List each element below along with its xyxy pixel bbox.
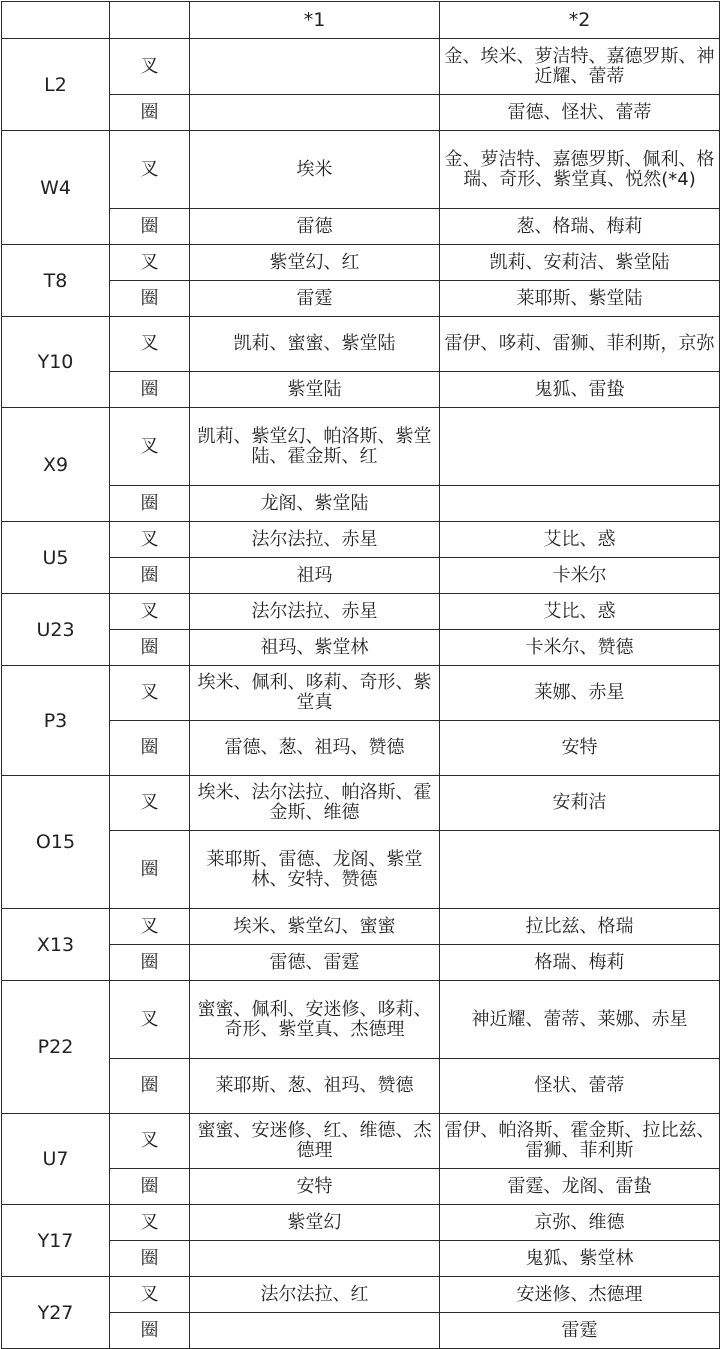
col2-cell[interactable]: 莱娜、赤星	[440, 666, 720, 721]
col2-cell[interactable]	[440, 408, 720, 486]
table-row	[2, 981, 720, 1059]
col1-cell[interactable]: 埃米、法尔法拉、帕洛斯、霍金斯、维德	[190, 776, 440, 831]
col1-cell[interactable]: 祖玛	[190, 558, 440, 594]
mark-cell[interactable]: 圈	[110, 831, 190, 909]
col2-cell[interactable]: 安莉洁	[440, 776, 720, 831]
mark-cell[interactable]: 叉	[110, 909, 190, 945]
mark-cell[interactable]: 圈	[110, 721, 190, 776]
mark-cell[interactable]: 叉	[110, 245, 190, 281]
col1-cell[interactable]: 紫堂陆	[190, 372, 440, 408]
col1-cell[interactable]: 紫堂幻	[190, 1205, 440, 1241]
table-row	[2, 1169, 720, 1205]
col1-cell[interactable]: 凯莉、蜜蜜、紫堂陆	[190, 317, 440, 372]
col2-cell[interactable]: 雷霆、龙阁、雷蛰	[440, 1169, 720, 1205]
mark-cell[interactable]: 叉	[110, 1205, 190, 1241]
col2-cell[interactable]: 雷德、怪状、蕾蒂	[440, 95, 720, 131]
header-row	[2, 2, 720, 39]
mark-cell[interactable]: 叉	[110, 317, 190, 372]
col1-cell[interactable]: 安特	[190, 1169, 440, 1205]
mark-cell[interactable]: 叉	[110, 131, 190, 209]
mark-cell[interactable]: 圈	[110, 1169, 190, 1205]
col1-cell[interactable]: 蜜蜜、佩利、安迷修、哆莉、奇形、紫堂真、杰德理	[190, 981, 440, 1059]
row-code-cell[interactable]: X13	[2, 909, 110, 981]
col1-cell[interactable]: 法尔法拉、红	[190, 1277, 440, 1313]
col2-cell[interactable]: 安特	[440, 721, 720, 776]
col2-cell[interactable]: 雷伊、哆莉、雷狮、菲利斯，京弥	[440, 317, 720, 372]
row-code-cell[interactable]: U23	[2, 594, 110, 666]
col2-cell[interactable]: 金、萝洁特、嘉德罗斯、佩利、格瑞、奇形、紫堂真、悦然(*4)	[440, 131, 720, 209]
table-row	[2, 522, 720, 558]
col2-cell[interactable]: 艾比、惑	[440, 594, 720, 630]
table-row	[2, 776, 720, 831]
mark-cell[interactable]: 叉	[110, 594, 190, 630]
table-row	[2, 945, 720, 981]
mark-cell[interactable]: 圈	[110, 1313, 190, 1349]
col1-cell[interactable]: 凯莉、紫堂幻、帕洛斯、紫堂陆、霍金斯、红	[190, 408, 440, 486]
col1-cell[interactable]: 雷德、葱、祖玛、赞德	[190, 721, 440, 776]
table-row	[2, 666, 720, 721]
col1-cell[interactable]: 埃米	[190, 131, 440, 209]
col2-cell[interactable]: 怪状、蕾蒂	[440, 1059, 720, 1114]
col1-cell[interactable]: 雷德、雷霆	[190, 945, 440, 981]
mark-cell[interactable]: 叉	[110, 522, 190, 558]
table-row	[2, 1277, 720, 1313]
table-row	[2, 558, 720, 594]
col1-cell[interactable]	[190, 39, 440, 95]
col2-cell[interactable]: 雷霆	[440, 1313, 720, 1349]
mark-cell[interactable]: 圈	[110, 630, 190, 666]
col1-cell[interactable]: 埃米、佩利、哆莉、奇形、紫堂真	[190, 666, 440, 721]
col2-cell[interactable]: 神近耀、蕾蒂、莱娜、赤星	[440, 981, 720, 1059]
col2-cell[interactable]	[440, 831, 720, 909]
col1-cell[interactable]: 雷霆	[190, 281, 440, 317]
table-row	[2, 1313, 720, 1349]
col2-cell[interactable]: 鬼狐、雷蛰	[440, 372, 720, 408]
mark-cell[interactable]: 圈	[110, 945, 190, 981]
data-table	[1, 1, 720, 1349]
col1-cell[interactable]: 法尔法拉、赤星	[190, 594, 440, 630]
col1-cell[interactable]: 莱耶斯、葱、祖玛、赞德	[190, 1059, 440, 1114]
col2-cell[interactable]	[440, 486, 720, 522]
mark-cell[interactable]: 叉	[110, 408, 190, 486]
col2-cell[interactable]: 拉比兹、格瑞	[440, 909, 720, 945]
row-code-cell[interactable]: U7	[2, 1114, 110, 1205]
mark-cell[interactable]: 圈	[110, 1241, 190, 1277]
table-row	[2, 1059, 720, 1114]
col1-cell[interactable]: 龙阁、紫堂陆	[190, 486, 440, 522]
row-code-cell[interactable]: Y27	[2, 1277, 110, 1349]
table-row	[2, 372, 720, 408]
col1-cell[interactable]: 祖玛、紫堂林	[190, 630, 440, 666]
col1-cell[interactable]: 紫堂幻、红	[190, 245, 440, 281]
row-code-cell[interactable]: P22	[2, 981, 110, 1114]
table-row	[2, 594, 720, 630]
row-code-cell[interactable]: L2	[2, 39, 110, 131]
mark-cell[interactable]: 圈	[110, 372, 190, 408]
table-row	[2, 209, 720, 245]
col1-cell[interactable]: 法尔法拉、赤星	[190, 522, 440, 558]
col1-cell[interactable]: 莱耶斯、雷德、龙阁、紫堂林、安特、赞德	[190, 831, 440, 909]
col2-cell[interactable]: 葱、格瑞、梅莉	[440, 209, 720, 245]
col2-cell[interactable]: 卡米尔	[440, 558, 720, 594]
col2-cell[interactable]: 凯莉、安莉洁、紫堂陆	[440, 245, 720, 281]
mark-cell[interactable]: 叉	[110, 981, 190, 1059]
table-row	[2, 245, 720, 281]
row-code-cell[interactable]: T8	[2, 245, 110, 317]
mark-cell[interactable]: 圈	[110, 95, 190, 131]
table-row	[2, 95, 720, 131]
col2-cell[interactable]: 卡米尔、赞德	[440, 630, 720, 666]
mark-cell[interactable]: 叉	[110, 666, 190, 721]
col2-cell[interactable]: 格瑞、梅莉	[440, 945, 720, 981]
row-code-cell[interactable]: Y17	[2, 1205, 110, 1277]
mark-cell[interactable]: 叉	[110, 1277, 190, 1313]
col2-cell[interactable]: 雷伊、帕洛斯、霍金斯、拉比兹、雷狮、菲利斯	[440, 1114, 720, 1169]
table-row	[2, 281, 720, 317]
col2-cell[interactable]: 安迷修、杰德理	[440, 1277, 720, 1313]
table-row	[2, 1114, 720, 1169]
col1-cell[interactable]	[190, 1241, 440, 1277]
col2-cell[interactable]: 鬼狐、紫堂林	[440, 1241, 720, 1277]
row-code-cell[interactable]: Y10	[2, 317, 110, 408]
table-row	[2, 909, 720, 945]
col1-cell[interactable]: 雷德	[190, 209, 440, 245]
mark-cell[interactable]: 圈	[110, 558, 190, 594]
header-cell-mark[interactable]	[110, 2, 190, 39]
table-row	[2, 1205, 720, 1241]
mark-cell[interactable]: 圈	[110, 209, 190, 245]
mark-cell[interactable]: 圈	[110, 281, 190, 317]
mark-cell[interactable]: 叉	[110, 39, 190, 95]
row-code-cell[interactable]: U5	[2, 522, 110, 594]
table-row	[2, 630, 720, 666]
col1-cell[interactable]	[190, 95, 440, 131]
col2-cell[interactable]: 莱耶斯、紫堂陆	[440, 281, 720, 317]
col1-cell[interactable]	[190, 1313, 440, 1349]
header-cell-code[interactable]	[2, 2, 110, 39]
row-code-cell[interactable]: P3	[2, 666, 110, 776]
col2-cell[interactable]: 金、埃米、萝洁特、嘉德罗斯、神近耀、蕾蒂	[440, 39, 720, 95]
mark-cell[interactable]: 叉	[110, 776, 190, 831]
table-row	[2, 486, 720, 522]
table-body	[2, 39, 720, 1349]
col1-cell[interactable]: 埃米、紫堂幻、蜜蜜	[190, 909, 440, 945]
table-row	[2, 131, 720, 209]
mark-cell[interactable]: 圈	[110, 1059, 190, 1114]
table-row	[2, 317, 720, 372]
table-row	[2, 831, 720, 909]
table-row	[2, 408, 720, 486]
col2-cell[interactable]: 艾比、惑	[440, 522, 720, 558]
mark-cell[interactable]: 圈	[110, 486, 190, 522]
table-row	[2, 39, 720, 95]
mark-cell[interactable]: 叉	[110, 1114, 190, 1169]
table-row	[2, 1241, 720, 1277]
row-code-cell[interactable]: W4	[2, 131, 110, 245]
header-cell-col1[interactable]: *1	[190, 2, 440, 39]
header-cell-col2[interactable]: *2	[440, 2, 720, 39]
row-code-cell[interactable]: O15	[2, 776, 110, 909]
col1-cell[interactable]: 蜜蜜、安迷修、红、维德、杰德理	[190, 1114, 440, 1169]
table-row	[2, 721, 720, 776]
row-code-cell[interactable]: X9	[2, 408, 110, 522]
col2-cell[interactable]: 京弥、维德	[440, 1205, 720, 1241]
